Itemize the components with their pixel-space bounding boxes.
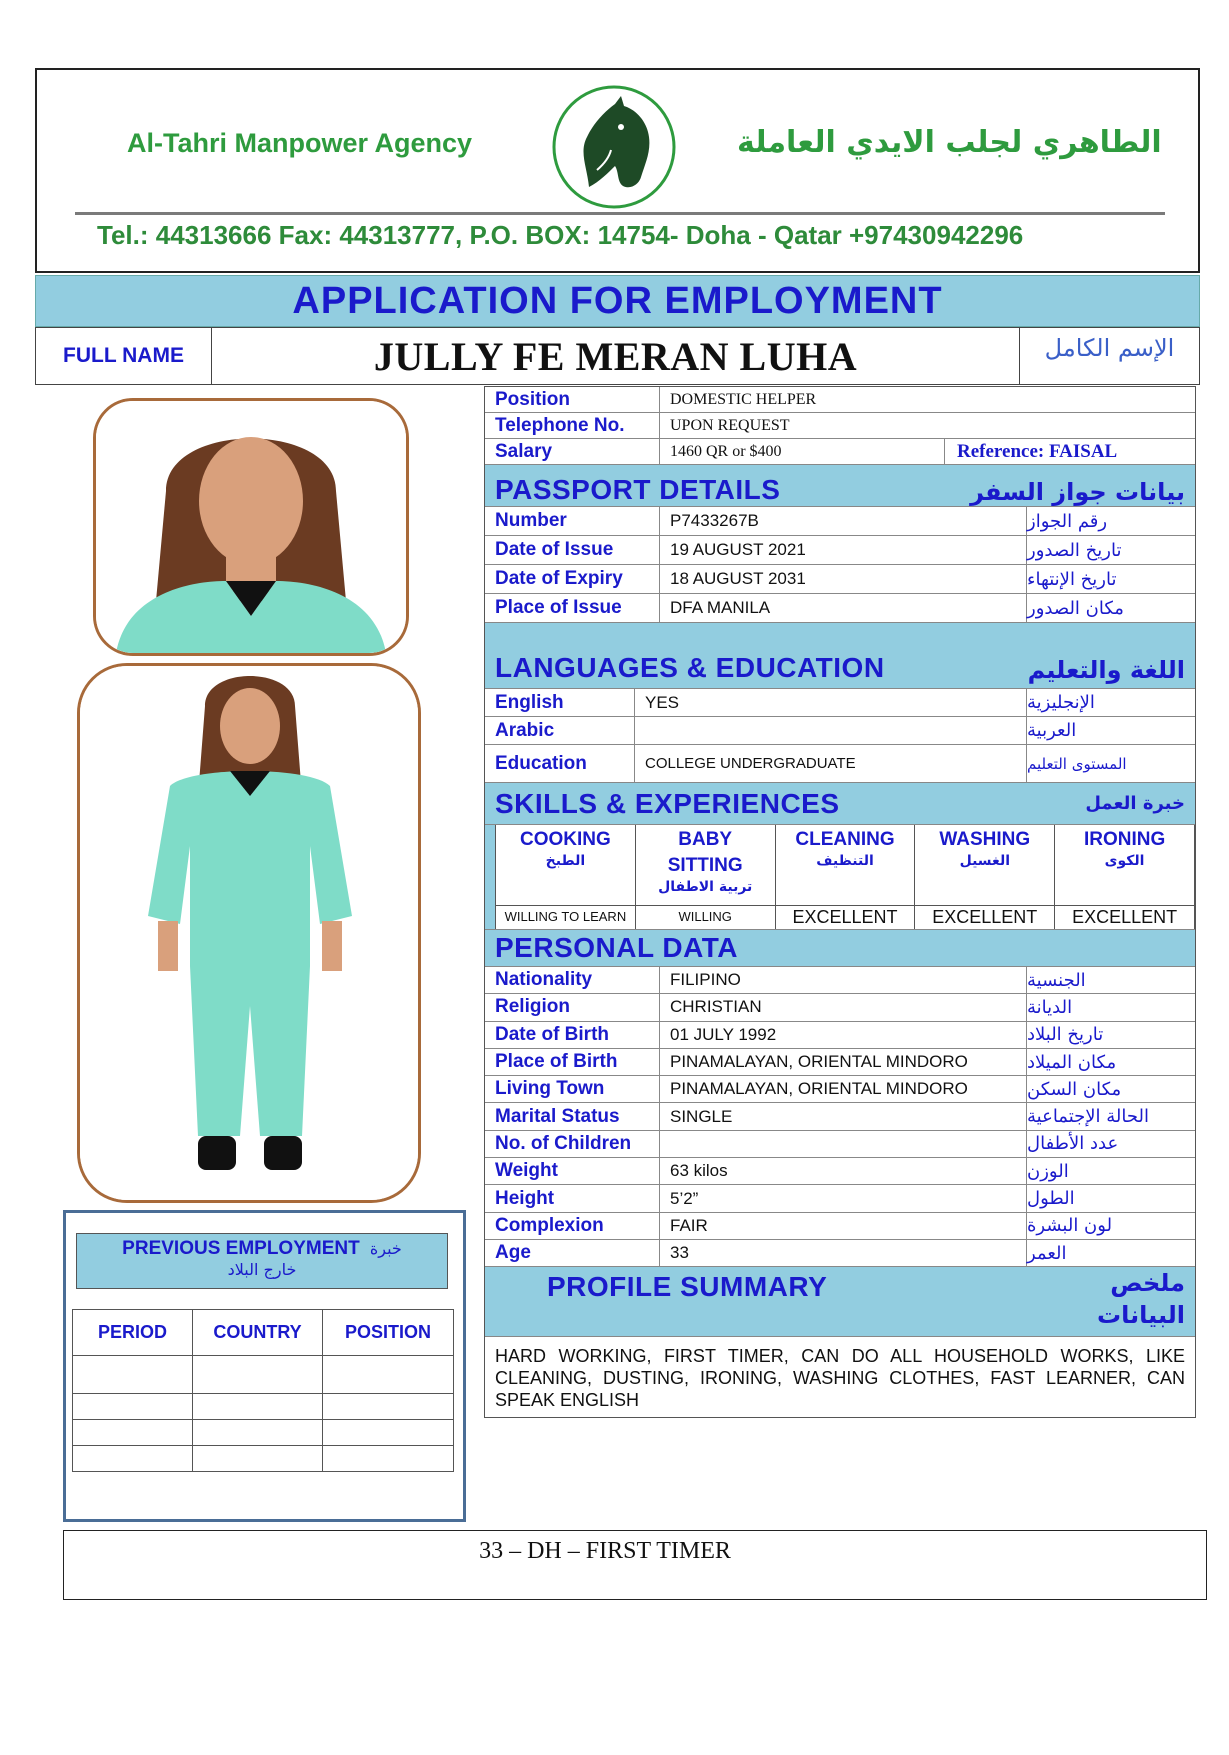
telephone-row	[485, 413, 1195, 439]
skill-level: EXCELLENT	[776, 905, 915, 929]
headshot-photo	[93, 398, 409, 656]
skill-cooking	[495, 825, 635, 929]
language-row	[485, 689, 1195, 717]
skills-table	[485, 825, 1195, 930]
personal-label: Height	[485, 1185, 660, 1211]
languages-title: LANGUAGES & EDUCATION	[495, 652, 885, 683]
skill-label: WASHING	[939, 829, 1031, 850]
agency-header	[35, 68, 1200, 273]
passport-value: 18 AUGUST 2031	[660, 565, 1027, 593]
passport-value: 19 AUGUST 2021	[660, 536, 1027, 564]
personal-row	[485, 967, 1195, 994]
table-row	[73, 1356, 454, 1394]
personal-label: Living Town	[485, 1076, 660, 1102]
skills-title-ar: خبرة العمل	[1085, 793, 1185, 814]
language-label-ar: العربية	[1027, 720, 1077, 741]
personal-value: CHRISTIAN	[660, 994, 1027, 1020]
salary-row	[485, 439, 1195, 465]
personal-section-header	[485, 930, 1195, 967]
passport-label-ar: رقم الجواز	[1027, 510, 1108, 532]
personal-value	[660, 1131, 1027, 1157]
personal-label-ar: تاريخ البلاد	[1027, 1024, 1104, 1046]
position-label: Position	[485, 387, 660, 412]
table-row	[73, 1394, 454, 1420]
personal-row	[485, 1103, 1195, 1130]
language-value: YES	[635, 689, 1027, 716]
passport-row	[485, 536, 1195, 565]
column-period: PERIOD	[73, 1310, 193, 1356]
skill-label: IRONING	[1083, 829, 1166, 850]
personal-label: Place of Birth	[485, 1049, 660, 1075]
personal-value: SINGLE	[660, 1103, 1027, 1129]
reference-value: Reference: FAISAL	[957, 440, 1118, 462]
previous-employment-title-ar-1: خبرة	[369, 1239, 402, 1258]
language-label-ar: الإنجليزية	[1027, 692, 1095, 713]
passport-label: Number	[485, 507, 660, 535]
personal-label: Age	[485, 1240, 660, 1266]
personal-row	[485, 1213, 1195, 1240]
personal-label-ar: الوزن	[1027, 1160, 1069, 1182]
footer-code: 33 – DH – FIRST TIMER	[479, 1538, 731, 1564]
personal-value: PINAMALAYAN, ORIENTAL MINDORO	[660, 1076, 1027, 1102]
personal-row	[485, 1022, 1195, 1049]
footer-box	[63, 1530, 1207, 1600]
skill-baby-sitting	[635, 825, 775, 929]
personal-label: Complexion	[485, 1213, 660, 1239]
passport-label-ar: تاريخ الإنتهاء	[1027, 568, 1117, 590]
personal-value: PINAMALAYAN, ORIENTAL MINDORO	[660, 1049, 1027, 1075]
personal-label-ar: مكان الميلاد	[1027, 1051, 1117, 1073]
skill-level: WILLING	[636, 905, 775, 929]
full-name-row	[35, 327, 1200, 385]
passport-label: Place of Issue	[485, 594, 660, 622]
profile-section-header	[485, 1267, 1195, 1337]
personal-label: Religion	[485, 994, 660, 1020]
personal-label: No. of Children	[485, 1131, 660, 1157]
personal-label-ar: العمر	[1027, 1242, 1067, 1264]
personal-label: Weight	[485, 1158, 660, 1184]
profile-summary-text: HARD WORKING, FIRST TIMER, CAN DO ALL HOUSEHOLD WORKS, LIKE CLEANING, DUSTING, IRONING, WASHING CLOTHES, FAST LEARNER, CAN SPEAK ENGLISH	[495, 1346, 1185, 1411]
horse-head-icon	[549, 82, 679, 212]
personal-value: 33	[660, 1240, 1027, 1266]
skill-label: CLEANING	[795, 829, 895, 850]
position-row	[485, 387, 1195, 413]
profile-title: PROFILE SUMMARY	[547, 1271, 828, 1303]
personal-value: FILIPINO	[660, 967, 1027, 993]
previous-employment-table	[72, 1309, 454, 1472]
agency-contact: Tel.: 44313666 Fax: 44313777, P.O. BOX: 14754- Doha - Qatar +97430942296	[97, 220, 1024, 250]
telephone-value: UPON REQUEST	[670, 416, 790, 434]
skill-label-ar: الطبخ	[545, 853, 586, 869]
passport-label: Date of Issue	[485, 536, 660, 564]
form-title: APPLICATION FOR EMPLOYMENT	[292, 280, 943, 322]
language-value	[635, 717, 1027, 744]
language-label: Arabic	[485, 717, 635, 744]
header-divider	[75, 212, 1165, 215]
agency-name-ar: الطاهري لجلب الايدي العاملة	[737, 125, 1162, 160]
skill-level: EXCELLENT	[1055, 905, 1194, 929]
education-label: Education	[485, 745, 635, 782]
column-country: COUNTRY	[193, 1310, 323, 1356]
profile-title-ar-1: ملخص	[1110, 1269, 1185, 1298]
personal-row	[485, 1131, 1195, 1158]
passport-title-ar: بيانات جواز السفر	[970, 478, 1185, 506]
passport-section-header	[485, 465, 1195, 507]
skill-ironing	[1054, 825, 1195, 929]
skill-label-ar: تربية الاطفال	[658, 879, 753, 895]
personal-value: 63 kilos	[660, 1158, 1027, 1184]
salary-value: 1460 QR or $400	[660, 439, 945, 464]
personal-label-ar: عدد الأطفال	[1027, 1133, 1119, 1155]
skill-cleaning	[775, 825, 915, 929]
passport-label-ar: تاريخ الصدور	[1027, 539, 1122, 561]
column-position: POSITION	[323, 1310, 454, 1356]
skill-label: BABY SITTING	[667, 829, 743, 876]
personal-value: 5’2”	[660, 1185, 1027, 1211]
personal-row	[485, 1185, 1195, 1212]
previous-employment-box	[63, 1210, 466, 1522]
personal-row	[485, 1240, 1195, 1267]
personal-label-ar: لون البشرة	[1027, 1215, 1113, 1237]
table-row	[73, 1446, 454, 1472]
form-title-bar	[35, 275, 1200, 327]
full-name-label-ar: الإسم الكامل	[1019, 328, 1199, 384]
language-label: English	[485, 689, 635, 716]
previous-employment-title: PREVIOUS EMPLOYMENT	[122, 1238, 360, 1259]
full-body-photo	[77, 663, 421, 1203]
language-row	[485, 717, 1195, 745]
table-row	[73, 1420, 454, 1446]
personal-row	[485, 1158, 1195, 1185]
passport-value: DFA MANILA	[660, 594, 1027, 622]
personal-title: PERSONAL DATA	[495, 932, 738, 963]
passport-row	[485, 565, 1195, 594]
personal-label-ar: الديانة	[1027, 996, 1073, 1018]
salary-label: Salary	[485, 439, 660, 464]
personal-label: Nationality	[485, 967, 660, 993]
skill-washing	[914, 825, 1054, 929]
personal-label-ar: الطول	[1027, 1188, 1075, 1210]
skill-label: COOKING	[520, 829, 611, 850]
languages-title-ar: اللغة والتعليم	[1027, 656, 1185, 684]
agency-name-en: Al-Tahri Manpower Agency	[127, 128, 473, 158]
personal-label-ar: الحالة الإجتماعية	[1027, 1106, 1149, 1128]
personal-row	[485, 994, 1195, 1021]
personal-value: 01 JULY 1992	[660, 1022, 1027, 1048]
telephone-label: Telephone No.	[485, 413, 660, 438]
passport-title: PASSPORT DETAILS	[495, 474, 781, 505]
languages-section-header	[485, 623, 1195, 689]
personal-row	[485, 1049, 1195, 1076]
personal-label-ar: الجنسية	[1027, 969, 1086, 991]
passport-label-ar: مكان الصدور	[1027, 597, 1124, 619]
personal-label-ar: مكان السكن	[1027, 1078, 1122, 1100]
details-panel	[484, 386, 1196, 1418]
personal-label: Date of Birth	[485, 1022, 660, 1048]
skills-title: SKILLS & EXPERIENCES	[495, 787, 840, 819]
skill-label-ar: التنظيف	[816, 853, 874, 869]
skills-section-header	[485, 783, 1195, 825]
skill-level: WILLING TO LEARN	[496, 905, 635, 929]
personal-value: FAIR	[660, 1213, 1027, 1239]
passport-row	[485, 507, 1195, 536]
education-label-ar: المستوى التعليم	[1027, 754, 1127, 773]
education-value: COLLEGE UNDERGRADUATE	[635, 745, 1027, 782]
personal-label: Marital Status	[485, 1103, 660, 1129]
passport-row	[485, 594, 1195, 623]
personal-row	[485, 1076, 1195, 1103]
full-name-label: FULL NAME	[36, 328, 212, 384]
education-row	[485, 745, 1195, 783]
full-name-value: JULLY FE MERAN LUHA	[373, 334, 858, 379]
passport-value: P7433267B	[660, 507, 1027, 535]
skill-label-ar: الغسيل	[959, 853, 1010, 869]
previous-employment-title-ar-2: خارج البلاد	[227, 1260, 297, 1279]
position-value: DOMESTIC HELPER	[670, 390, 817, 408]
skill-level: EXCELLENT	[915, 905, 1054, 929]
skill-label-ar: الكوى	[1104, 853, 1145, 869]
profile-title-ar-2: البيانات	[1097, 1301, 1185, 1330]
previous-employment-header	[76, 1233, 448, 1289]
passport-label: Date of Expiry	[485, 565, 660, 593]
